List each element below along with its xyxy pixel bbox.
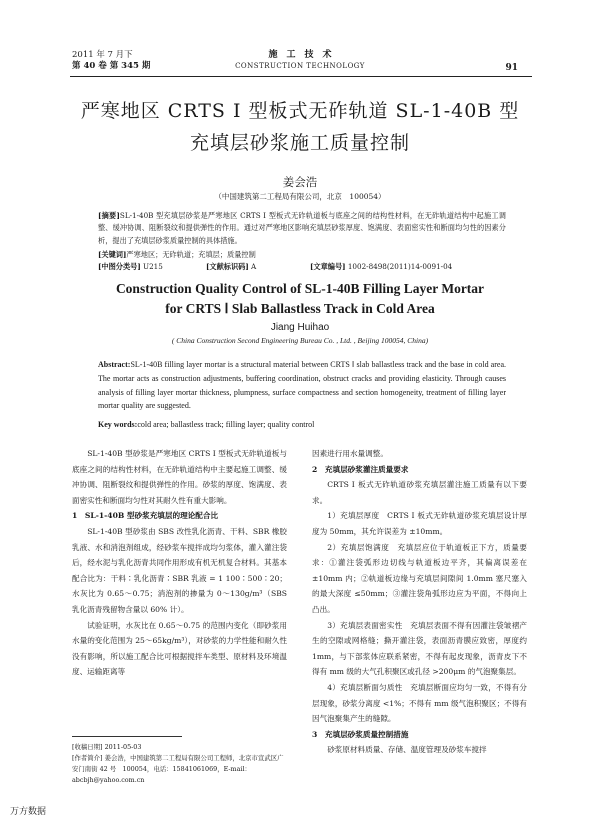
abstract-en-label: Abstract: [98,360,131,369]
title-zh-line2: 充填层砂浆施工质量控制 [189,132,410,154]
doc-code-value: A [251,262,257,271]
abstract-en-text: SL-1-40B filling layer mortar is a structural material between CRTS Ⅰ slab ballastless track and the base in cold area. The mortar acts as construction adjustments, buffering coordination, obstruct cracks and providing elasticity. Through causes analysis of filling layer mortar thickness, plumpness, surface compactness and section homogeneity, treatment of filling layer mortar quality are suggested. [98,360,506,411]
abstract-en [98,358,506,413]
abstract-zh-label: [摘要] [98,211,120,220]
title-en-line2: for CRTS Ⅰ Slab Ballastless Track in Cold Area [165,301,435,316]
title-zh-line1: 严寒地区 CRTS Ⅰ 型板式无砟轨道 SL-1-40B 型 [80,100,520,122]
requirement-item-2: 2）充填层饱满度 充填层应位于轨道板正下方，质量要求：①灌注袋弧形边切线与轨道板边平齐，其偏离误差在 ±10mm 内；②轨道板边缘与充填层间隙间 1.0mm 塞尺塞入的最大深度 ≤50mm；③灌注袋角弧形边应为平面，不得向上凸出。 [312,542,527,614]
keywords-en [98,420,506,429]
volume-issue: 第 40 卷 第 345 期 [72,61,151,71]
keywords-en-label: Key words: [98,420,138,429]
keywords-zh [98,250,506,260]
title-en-line1: Construction Quality Control of SL-1-40B Filling Layer Mortar [115,281,485,296]
header-rule [70,76,532,77]
requirement-item-1: 1）充填层厚度 CRTS Ⅰ 板式无砟轨道砂浆充填层设计厚度为 50mm，其允许误差为 ±10mm。 [312,511,527,536]
body-column-left [72,446,287,680]
article-no-value: 1002-8498(2011)14-0091-04 [347,262,453,271]
affiliation-zh: （中国建筑第二工程局有限公司，北京 100054） [214,192,386,201]
doc-code-field [206,262,256,272]
issue-date: 2011 年 7 月下 [72,50,133,60]
abstract-zh-text: SL-1-40B 型充填层砂浆是严寒地区 CRTS Ⅰ 型板式无砟轨道板与底座之间的结构性材料，在无砟轨道结构中起施工调整、缓冲协调、阻断裂纹和提供弹性的作用。通过对严寒地区影响充填层砂浆厚度、饱满度、表面密实性和断面均匀性的因素分析，提出了充填层砂浆质量控制的具体措施。 [98,211,506,245]
section-1-paragraph-1: SL-1-40B 型砂浆由 SBS 改性乳化沥青、干料、SBR 橡胶乳液、水和消泡剂组成，经砂浆车搅拌成均匀浆体，灌入灌注袋后，经水泥与乳化沥青共同作用形成有机无机复合材料。其基本配合比为：干料∶乳化沥青∶SBR 乳液 = 1 100∶500∶20；水灰比为 0.65～0.75；消泡剂的掺量为 0～130g/m³（SBS 乳化沥青残留物含量以 60% 计）。 [72,526,287,614]
requirement-item-4: 4）充填层断面匀质性 充填层断面应均匀一致，不得有分层现象，砂浆分离度 <1%；不得有 mm 级气泡积聚区；不得有因气泡聚集产生的缝隙。 [312,682,527,724]
footnote [72,742,287,786]
requirement-item-3: 3）充填层表面密实性 充填层表面不得有因灌注袋皱褶产生的空隙或网格缝；撕开灌注袋，表面沥青膜应致密，厚度约 1mm，与下部浆体应联系紧密，不得有起皮现象，沥青皮下不得有 mm 级的大气孔积聚区或孔径 >200μm 的气泡聚集层。 [312,620,527,677]
section-3-paragraph: 砂浆原材料质量、存储、温度管理及砂浆车搅拌 [327,745,487,755]
keywords-zh-label: [关键词] [98,250,127,259]
affiliation-en: ( China Construction Second Engineering Bureau Co. , Ltd. , Beijing 100054, China) [171,336,429,345]
journal-name-zh: 施 工 技 术 [268,50,332,60]
body-column-right [312,446,527,758]
section-3-heading: 3 充填层砂浆质量控制措施 [312,729,409,739]
continued-paragraph: 因素进行用水量调整。 [312,449,388,458]
section-2-paragraph: CRTS Ⅰ 板式无砟轨道砂浆充填层灌注施工质量有以下要求。 [312,480,527,505]
clc-value: U215 [143,262,163,271]
page-number: 91 [505,63,518,73]
page-title-en [0,279,600,319]
keywords-en-text: cold area; ballastless track; filling layer; quality control [137,420,315,429]
keywords-zh-text: 严寒地区；无砟轨道；充填层；质量控制 [126,250,256,259]
page-title-zh [0,95,600,159]
section-1-heading: 1 SL-1-40B 型砂浆充填层的理论配合比 [72,511,219,521]
journal-name-en: CONSTRUCTION TECHNOLOGY [235,62,365,70]
section-2-heading: 2 充填层砂浆灌注质量要求 [312,464,409,474]
author-zh: 姜会浩 [282,175,318,189]
footnote-received: [收稿日期] 2011-05-03 [72,743,142,751]
clc-field [98,262,163,272]
footnote-rule [72,736,182,737]
doc-code-label: [文献标识码] [206,262,249,271]
abstract-zh [98,210,506,247]
intro-paragraph: SL-1-40B 型砂浆是严寒地区 CRTS Ⅰ 型板式无砟轨道板与底座之间的结构性材料，在无砟轨道结构中主要起施工调整、缓冲协调、阻断裂纹和提供弹性的作用。砂浆的厚度、饱满度、表面密实性和断面均匀性对其耐久性有重大影响。 [72,449,287,505]
clc-label: [中图分类号] [98,262,141,271]
watermark-text: 万方数据 [10,807,47,817]
article-no-field [310,262,452,272]
author-en: Jiang Huihao [270,322,330,333]
section-1-paragraph-2: 试验证明，水灰比在 0.65～0.75 的范围内变化（即砂浆用水量的变化范围为 25～65kg/m³），对砂浆的力学性能和耐久性没有影响，所以施工配合比可根据搅拌车类型、原材料及环境温度、运输距离等 [72,620,287,677]
article-no-label: [文章编号] [310,262,346,271]
footnote-author-info: [作者简介] 姜会浩，中国建筑第二工程局有限公司工程师，北京市宣武区广安门南街 42 号 100054，电话：15841061069，E-mail：abcbjh@yahoo.com.cn [72,754,284,784]
